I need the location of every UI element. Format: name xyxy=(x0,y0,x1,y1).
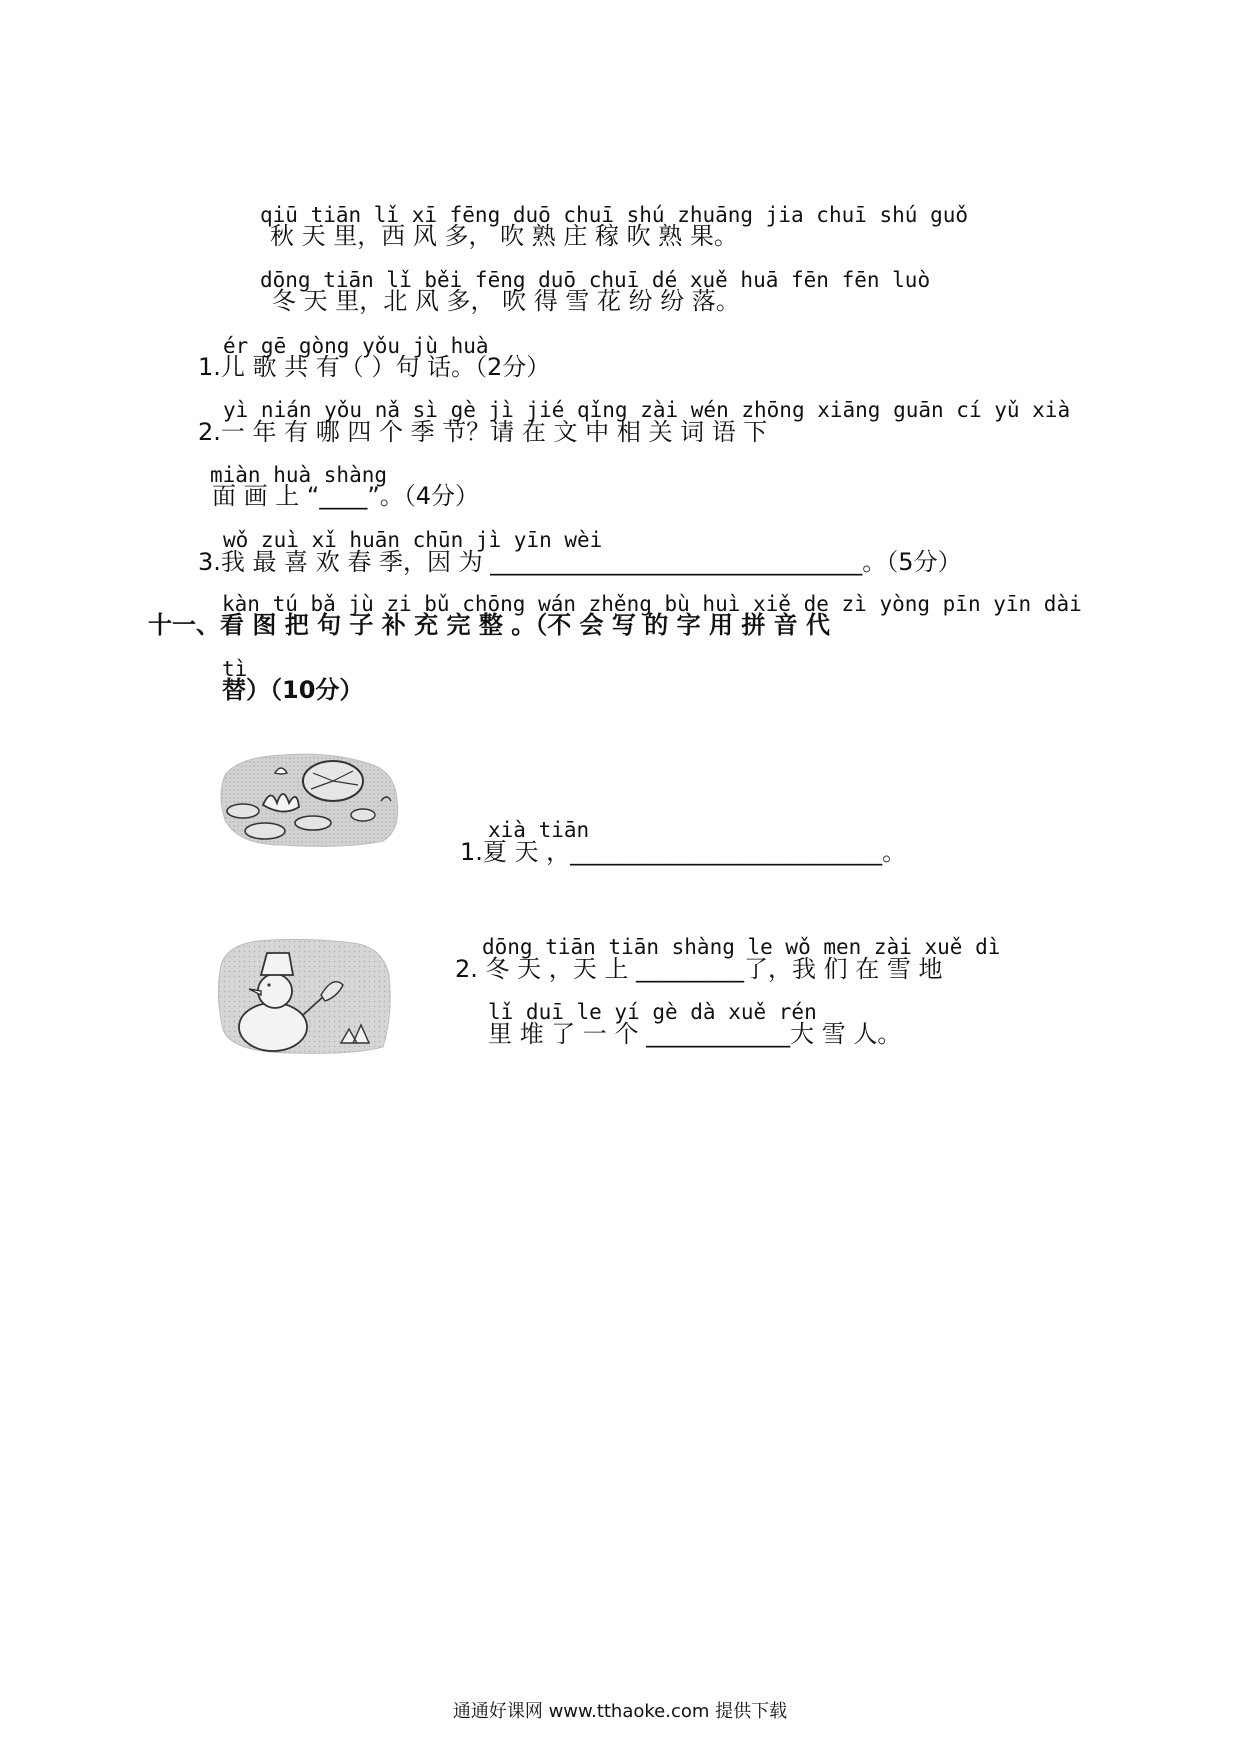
q2-pinyin-a: yì nián yǒu nǎ sì gè jì jié qǐng zài wén zhōng xiāng guān cí yǔ xià xyxy=(223,398,1071,422)
lotus-pond-illustration xyxy=(213,745,403,850)
item2-text-a: 2. 冬 天 ，天 上 _________了，我 们 在 雪 地 xyxy=(455,955,943,983)
section11-pinyin-b: tì xyxy=(222,657,248,681)
poem-line4-hanzi: 冬 天 里，北 风 多， 吹 得 雪 花 纷 纷 落。 xyxy=(272,287,740,315)
poem-line4-pinyin: dōng tiān lǐ běi fēng duō chuī dé xuě huā fēn fēn luò xyxy=(260,268,931,292)
snowman-illustration xyxy=(213,935,393,1057)
section11-pinyin-a: kàn tú bǎ jù zi bǔ chōng wán zhěng bù huì xiě de zì yòng pīn yīn dài xyxy=(222,592,1082,616)
footer-text: 通通好课网 www.tthaoke.com 提供下载 xyxy=(452,1701,788,1722)
item2-pinyin-a: dōng tiān tiān shàng le wǒ men zài xuě dì xyxy=(482,935,1001,959)
q3-text: 3.我 最 喜 欢 春 季，因 为 _______________________________。（5分） xyxy=(198,548,962,576)
item2-text-b: 里 堆 了 一 个 ____________大 雪 人。 xyxy=(488,1020,902,1048)
poem-line3-hanzi: 秋 天 里，西 风 多， 吹 熟 庄 稼 吹 熟 果。 xyxy=(270,222,738,250)
section11-heading-a: 十一、看 图 把 句 子 补 充 完 整 。（不 会 写 的 字 用 拼 音 代 xyxy=(148,611,831,639)
item1-pinyin: xià tiān xyxy=(488,818,590,842)
q1-text: 1.儿 歌 共 有（ ）句 话。（2分） xyxy=(198,353,551,381)
q3-pinyin: wǒ zuì xǐ huān chūn jì yīn wèi xyxy=(223,528,603,552)
q2-text-b: 面 画 上 “____”。（4分） xyxy=(212,482,480,510)
poem-line3-pinyin: qiū tiān lǐ xī fēng duō chuī shú zhuāng jia chuī shú guǒ xyxy=(260,203,969,227)
q1-pinyin: ér gē gòng yǒu jù huà xyxy=(223,334,489,358)
item2-pinyin-b: lǐ duī le yí gè dà xuě rén xyxy=(488,1000,817,1024)
section11-heading-b: 替）（10分） xyxy=(222,676,364,704)
q2-text-a: 2.一 年 有 哪 四 个 季 节？请 在 文 中 相 关 词 语 下 xyxy=(198,418,768,446)
item1-text: 1.夏 天 ，__________________________。 xyxy=(460,838,907,866)
q2-pinyin-b: miàn huà shàng xyxy=(210,463,388,487)
